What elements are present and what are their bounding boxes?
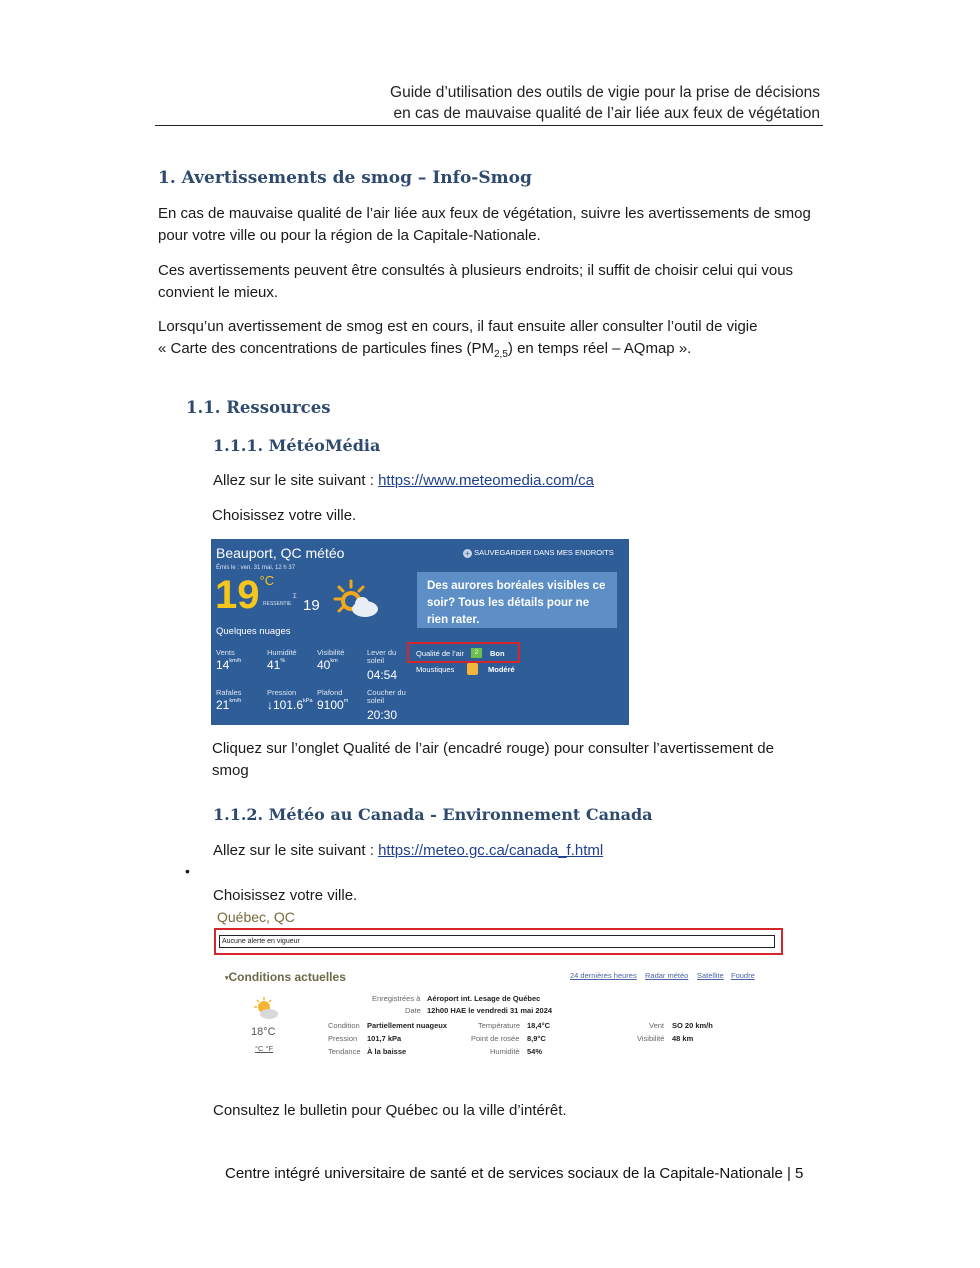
mm-temp-value: 19 [215, 573, 260, 617]
ec-temperature-label: Température [478, 1021, 521, 1030]
mm-air-quality-highlight[interactable] [407, 642, 520, 663]
mm-save-location-button[interactable] [463, 548, 614, 558]
mm-ceiling [317, 698, 348, 712]
ec-pressure-label: Pression [328, 1034, 358, 1043]
mm-ceiling-unit: m [343, 698, 349, 704]
mm-humidity-label: Humidité [267, 648, 297, 657]
ec-conditions-label: Conditions actuelles [228, 970, 346, 984]
ec-temperature: 18°C [251, 1026, 276, 1038]
envcanada-goto-line [213, 840, 603, 862]
ec-link-satellite[interactable]: Satellite [697, 971, 724, 980]
section-1-paragraph-3 [158, 316, 823, 366]
paragraph-3-line-1: Lorsqu’un avertissement de smog est en cours, il faut ensuite aller consulter l’outil de vigie [158, 318, 758, 335]
mm-winds-value: 14 [216, 658, 230, 672]
mm-air-quality-index: 2 [471, 648, 482, 658]
choose-city-text: Choisissez votre ville. [212, 507, 357, 524]
ec-visibility-label: Visibilité [637, 1034, 665, 1043]
mm-northern-lights-card[interactable] [417, 572, 617, 628]
ec-dewpoint-value: 8,9°C [527, 1034, 546, 1043]
ec-date-value: 12h00 HAE le vendredi 31 mai 2024 [427, 1006, 553, 1015]
ec-dewpoint-label: Point de rosée [471, 1034, 520, 1043]
bullet: • [185, 863, 190, 879]
ec-condition-value: Partiellement nuageux [367, 1021, 448, 1030]
paragraph-3-text-b: ) en temps réel – AQmap ». [507, 340, 692, 357]
plus-circle-icon: + [463, 549, 472, 558]
ec-alert-highlight [214, 928, 783, 955]
pm-subscript: 2,5 [494, 349, 508, 360]
mm-sunrise-value: 04:54 [367, 668, 398, 682]
mm-ceiling-label: Plafond [317, 688, 343, 697]
ec-wind-value: SO 20 km/h [672, 1021, 713, 1030]
paragraph-3-line-2 [158, 338, 823, 366]
document-header [390, 82, 820, 124]
ec-humidity-label: Humidité [490, 1047, 520, 1056]
ec-temperature-value: 18,4°C [527, 1021, 551, 1030]
mm-issued-time: Émis le : ven. 31 mai, 12 h 37 [216, 565, 296, 571]
section-1-1-2-heading: 1.1.2. Météo au Canada - Environnement Canada [213, 805, 653, 824]
section-1-paragraph-1: En cas de mauvaise qualité de l’air liée aux feux de végétation, suivre les avertissements de smog pour votre ville ou pour la région de la Capitale-Nationale. [158, 205, 811, 244]
paragraph-3-text-a: « Carte des concentrations de particules fines (PM [158, 340, 494, 357]
mm-feels-label: RESSENTIE [263, 601, 292, 607]
header-line-1: Guide d’utilisation des outils de vigie pour la prise de décisions [390, 84, 820, 101]
ec-unit-toggle[interactable]: °C °F [255, 1044, 274, 1053]
mm-winds-unit: km/h [229, 658, 242, 664]
mm-pressure-value: ↓101.6 [267, 698, 304, 712]
header-line-2: en cas de mauvaise qualité de l’air liée aux feux de végétation [393, 105, 820, 122]
envcanada-link[interactable]: https://meteo.gc.ca/canada_f.html [378, 842, 604, 859]
header-rule [155, 125, 823, 126]
air-quality-instruction: Cliquez sur l’onglet Qualité de l’air (encadré rouge) pour consulter l’avertissement de smog [212, 740, 774, 779]
ec-link-lightning[interactable]: Foudre [731, 971, 755, 980]
mm-humidity-unit: % [280, 658, 286, 664]
chevron-down-icon: ▾ [225, 974, 229, 982]
mm-ceiling-value: 9100 [317, 698, 344, 712]
goto-label: Allez sur le site suivant : [213, 842, 379, 859]
ec-link-24h[interactable]: 24 dernières heures [570, 971, 637, 980]
ec-recorded-value: Aéroport int. Lesage de Québec [427, 994, 541, 1003]
mm-feels-unit: Σ [293, 594, 297, 600]
ec-alert-text[interactable]: Aucune alerte en vigueur [219, 935, 775, 948]
section-1-heading: 1. Avertissements de smog – Info-Smog [158, 168, 532, 188]
ec-humidity-value: 54% [527, 1047, 543, 1056]
mm-visibility-label: Visibilité [317, 648, 345, 657]
mm-air-quality-label: Qualité de l’air [416, 649, 464, 658]
mm-mosquito-level-icon [467, 663, 478, 675]
mm-gusts-unit: km/h [229, 698, 242, 704]
mm-gusts-value: 21 [216, 698, 230, 712]
mm-city-title: Beauport, QC météo [216, 545, 345, 561]
mm-mosquitoes-label: Moustiques [416, 665, 455, 674]
mm-save-label: SAUVEGARDER DANS MES ENDROITS [474, 548, 614, 557]
consult-bulletin-text: Consultez le bulletin pour Québec ou la ville d’intérêt. [213, 1102, 567, 1119]
choose-city-text-2: Choisissez votre ville. [213, 887, 358, 904]
mm-sunset-value: 20:30 [367, 708, 398, 722]
sun-cloud-icon [329, 577, 387, 625]
ec-date-label: Date [405, 1006, 421, 1015]
ec-tendency-label: Tendance [328, 1047, 361, 1056]
mm-gusts-label: Rafales [216, 688, 242, 697]
mm-pressure-label: Pression [267, 688, 297, 697]
ec-link-radar[interactable]: Radar météo [645, 971, 689, 980]
mm-mosquitoes-value: Modéré [488, 665, 515, 674]
mm-sunrise-label: Lever du soleil [367, 648, 397, 665]
partly-cloudy-icon [253, 997, 279, 1021]
envcanada-screenshot [215, 905, 785, 1060]
ec-wind-label: Vent [649, 1021, 665, 1030]
meteomedia-screenshot [211, 539, 629, 725]
mm-visibility-value: 40 [317, 658, 331, 672]
mm-card-text: Des aurores boréales visibles ce soir? Tous les détails pour ne rien rater. [427, 580, 606, 626]
mm-feels-value: 19 [303, 597, 320, 614]
section-1-1-1-heading: 1.1.1. MétéoMédia [213, 436, 381, 455]
mm-visibility [317, 658, 338, 672]
ec-recorded-label: Enregistrées à [372, 994, 421, 1003]
ec-tendency-value: À la baisse [367, 1047, 407, 1056]
goto-label: Allez sur le site suivant : [213, 472, 379, 489]
meteomedia-link[interactable]: https://www.meteomedia.com/ca [378, 472, 594, 489]
mm-pressure [267, 698, 313, 712]
meteomedia-goto-line [213, 470, 594, 492]
mm-temp-unit: °C [259, 573, 275, 588]
section-1-paragraph-2: Ces avertissements peuvent être consultés à plusieurs endroits; il suffit de choisir celui qui vous convient le mieux. [158, 262, 794, 301]
section-1-1-heading: 1.1. Ressources [186, 398, 331, 417]
mm-winds-label: Vents [216, 648, 235, 657]
mm-humidity [267, 658, 285, 672]
ec-city-title: Québec, QC [217, 909, 295, 925]
mm-air-quality-value: Bon [490, 649, 505, 658]
ec-condition-label: Condition [328, 1021, 360, 1030]
mm-sunset-label: Coucher du soleil [367, 688, 406, 705]
page-footer: Centre intégré universitaire de santé et de services sociaux de la Capitale-Nationale | 5 [225, 1165, 804, 1182]
mm-humidity-value: 41 [267, 658, 281, 672]
ec-visibility-value: 48 km [672, 1034, 694, 1043]
mm-gusts [216, 698, 241, 712]
ec-conditions-title[interactable] [225, 970, 346, 984]
ec-pressure-value: 101,7 kPa [367, 1034, 402, 1043]
mm-condition: Quelques nuages [216, 626, 291, 637]
mm-pressure-unit: kPa [303, 698, 313, 704]
mm-temperature [215, 573, 274, 618]
mm-winds [216, 658, 241, 672]
mm-visibility-unit: km [330, 658, 338, 664]
